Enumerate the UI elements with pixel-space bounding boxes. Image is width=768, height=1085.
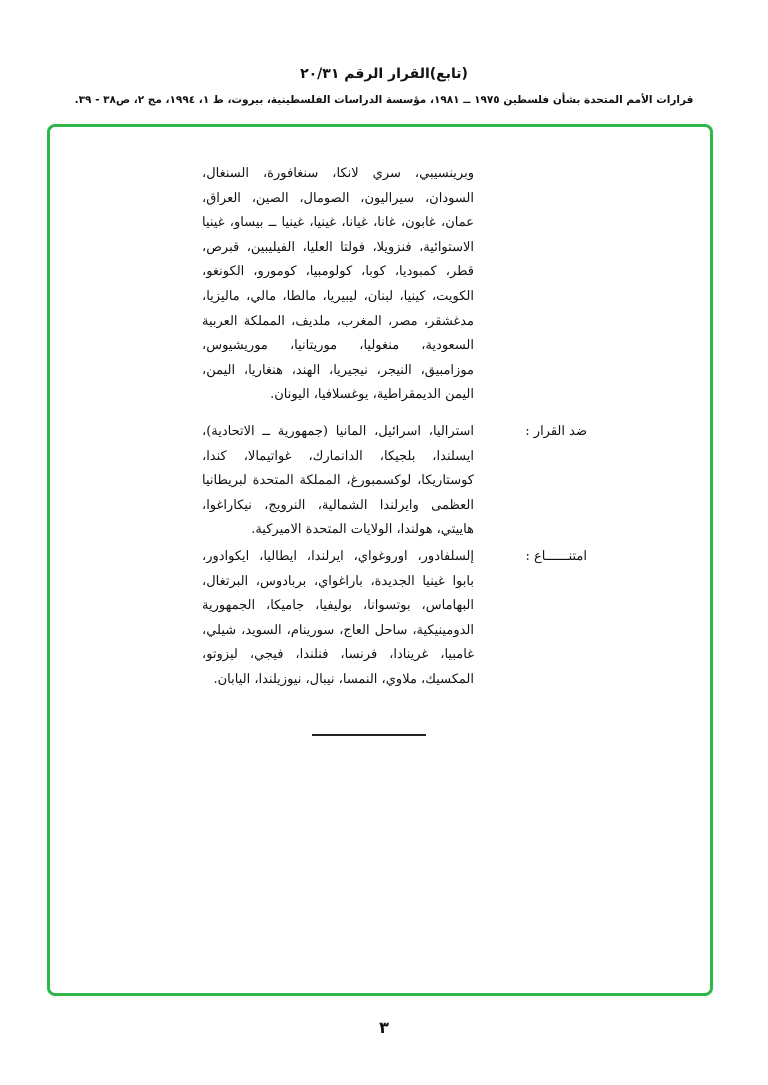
end-rule-divider	[312, 734, 426, 736]
abstain-list: إلسلفادور، اوروغواي، ايرلندا، ايطاليا، ايكوادور، بابوا غينيا الجديدة، باراغواي، بربادوس، البرتغال، البهاماس، بوتسوانا، بوليفيا، جاميكا، الجمهورية الدومينيكية، ساحل العاج، سورينام، السويد، شيلي، غامبيا، غرينادا، فرنسا، فنلندا، فيجي، ليزوتو، المكسيك، ملاوي، النمسا، نيبال، نيوزيلندا، اليابان.	[202, 549, 474, 687]
voting-list-continuation	[202, 162, 474, 408]
document-title: (تابع)القرار الرقم ٢٠/٣١	[300, 66, 468, 82]
abstain-label: امتنــــــاع :	[525, 549, 587, 564]
source-citation: قرارات الأمم المتحدة بشأن فلسطين ١٩٧٥ ــ ١٩٨١، مؤسسة الدراسات الفلسطينية، بيروت، ط ١، ١٩٩٤، مج ٢، ص٣٨ - ٣٩.	[74, 94, 694, 106]
against-label: ضد القرار :	[525, 424, 587, 439]
page-number: ٣	[379, 1018, 389, 1037]
in-favor-continuation-text: وبرينسيبي، سري لانكا، سنغافورة، السنغال، السودان، سيراليون، الصومال، الصين، العراق، عمان، غابون، غانا، غيانا، غينيا، غينيا ــ بيساو، غينيا الاستوائية، فنزويلا، فولتا العليا، الفيليبين، قبرص، قطر، كمبوديا، كوبا، كولومبيا، كومورو، الكونغو، الكويت، كينيا، لبنان، ليبيريا، مالطا، مالي، ماليزيا، مدغشقر، مصر، المغرب، ملديف، المملكة العربية السعودية، منغوليا، موريتانيا، موريشيوس، موزامبيق، النيجر، نيجيريا، الهند، هنغاريا، اليمن، اليمن الديمقراطية، يوغسلافيا، اليونان.	[202, 166, 474, 403]
against-list: استراليا، اسرائيل، المانيا (جمهورية ــ الاتحادية)، ايسلندا، بلجيكا، الدانمارك، غواتيمالا، كندا، كوستاريكا، لوكسمبورغ، المملكة المتحدة لبريطانيا العظمى وايرلندا الشمالية، النرويج، نيكاراغوا، هاييتي، هولندا، الولايات المتحدة الاميركية.	[202, 424, 474, 538]
abstain-section	[202, 545, 587, 693]
against-section	[202, 420, 587, 543]
